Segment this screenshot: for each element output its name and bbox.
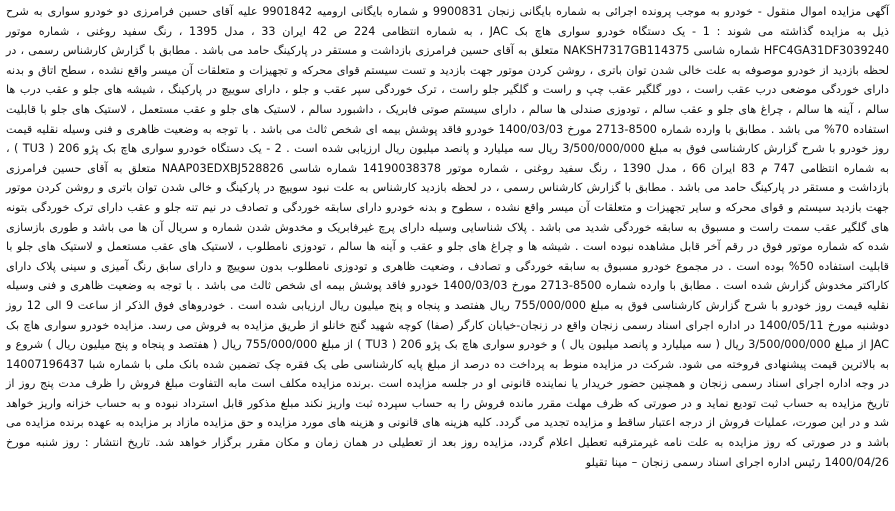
auction-notice-text: آگهی مزایده اموال منقول - خودرو به موجب پرونده اجرائی به شماره بایگانی زنجان 9900831 و شماره بایگانی ارومیه 9901842 علیه آقای حسین فرامرزی دو خودرو سواری به شرح ذیل به مزایده گذاشته می شوند : 1 - یک دستگاه خودرو سواری هاچ بک JAC ، به شماره انتظامی 224 ص 42 ایران 33 ، مدل 1395 ، رنگ سفید روغنی ، شماره موتور HFC4GA31DF3039240 شماره شاسی NAKSH7317GB114375 متعلق به آقای حسین فرامرزی بازداشت و مستقر در پارکینگ حامد می باشد . مطابق با گزارش کارشناس رسمی ، در لحظه بازدید از خودرو موصوفه به علت خالی شدن توان باتری ، روشن کردن موتور جهت بازدید و تست سیستم قوای محرکه و تجهیزات و متعلقات آن میسر واقع نشده ، سطح اتاق و بدنه دارای خوردگی موضعی درب عقب راست ، دور گلگیر عقب چپ و راست و گلگیر جلو راست ، ترک خوردگی سپر عقب و جلو ، دارای سوییچ در پارکینگ ، شیشه های جلو و عقب درب ها سالم ، آینه ها سالم ، چراغ های جلو و عقب سالم ، تودوزی صندلی ها سالم ، دارای سیستم صوتی فابریک ، داشبورد سالم ، لاستیک های جلو و عقب مستعمل ، لاستیک های جلو با قابلیت استفاده 70% می باشد . مطابق با وارده شماره 8500-2713 مورخ 1400/03/03 خودرو فاقد پوشش بیمه ای شخص ثالث می باشد . با توجه به وضعیت ظاهری و فنی وسیله نقلیه قیمت روز خودرو با شرح گزارش کارشناسی فوق به مبلغ 3/500/000/000 ریال سه میلیارد و پانصد میلیون ریال ارزیابی شده است . 2 - یک دستگاه خودرو سواری هاچ بک پژو 206 ( TU3 ) ، به شماره انتظامی 747 م 83 ایران 66 ، مدل 1390 ، رنگ سفید روغنی ، شماره موتور 14190038378 شماره شاسی NAAP03EDXBJ528826 متعلق به آقای حسین فرامرزی بازداشت و مستقر در پارکینگ حامد می باشد . مطابق با گزارش کارشناس رسمی ، در لحظه بازدید کارشناس به علت نبود سوییچ در پارکینگ و خالی شدن توان باتری و روشن کردن موتور جهت بازدید سیستم و قوای محرکه و سایر تجهیزات و متعلقات آن میسر واقع نشده ، سطوح و بدنه خودرو دارای سابقه خوردگی و تصادف در نیم تنه جلو و عقب دارای ترک خوردگی بتونه های گلگیر عقب سمت راست و مسبوق به سابقه خوردگی شدید می باشد . پلاک شناسایی وسیله دارای پرچ غیرفابریک و مخدوش شدن شماره و سریال آن ها می باشد و طوری بازسازی شده که شماره موتور فوق در رقم آخر قابل مشاهده نبوده است . شیشه ها و چراغ های جلو و عقب و آینه ها سالم ، تودوزی نامطلوب ، لاستیک های عقب مستعمل و لاستیک های جلو با قابلیت استفاده 50% بوده است . در مجموع خودرو مسبوق به سابقه خوردگی و تصادف ، وضعیت ظاهری و تودوزی نامطلوب بدون سوییچ و دارای سابق رنگ آمیزی و سینی پلاک دارای کاراکتر مخدوش گزارش شده است . مطابق با وارده شماره 8500-2713 مورخ 1400/03/03 خودرو فاقد پوشش بیمه ای شخص ثالث می باشد . با توجه به وضعیت ظاهری و فنی وسیله نقلیه قیمت روز خودرو با شرح گزارش کارشناسی فوق به مبلغ 755/000/000 ریال هفتصد و پنجاه و پنج میلیون ریال ارزیابی شده است . خودروهای فوق الذکر از ساعت 9 الی 12 روز دوشنبه مورخ 1400/05/11 در اداره اجرای اسناد رسمی زنجان واقع در زنجان-خیابان کارگر (صفا) کوچه شهید گنج خانلو از طریق مزایده به فروش می رسد. مزایده خودرو سواری هاچ بک JAC از مبلغ 3/500/000/000 ریال ( سه میلیارد و پانصد میلیون یال ) و خودرو سواری هاچ بک پژو 206 ( TU3 ) از مبلغ 755/000/000 ریال ( هفتصد و پنجاه و پنج میلیون ریال ) شروع و به بالاترین قیمت پیشنهادی فروخته می شود. شرکت در مزایده منوط به پرداخت ده درصد از مبلغ پایه کارشناسی طی یک فقره چک تضمین شده بانک ملی با شماره شبا 14007196437 در وجه اداره اجرای اسناد رسمی زنجان و همچنین حضور خریدار یا نماینده قانونی او در جلسه مزایده است .برنده مزایده مکلف است مابه التفاوت مبلغ فروش را ظرف مدت پنج روز از تاریخ مزایده به حساب ثبت تودیع نماید و در صورتی که ظرف مهلت مقرر مانده فروش را به حساب سپرده ثبت واریز نکند مبلغ مذکور قابل استرداد نبوده و به حساب خزانه واریز خواهد شد و در این صورت، عملیات فروش از درجه اعتبار ساقط و مزایده تجدید می گردد. کلیه هزینه های قانونی و هزینه های مورد مزایده و حق مزایده مازاد بر مزایده به عهده برنده مزایده می باشد و در صورتی که روز مزایده به علت نامه غیرمترقبه تعطیل اعلام گردد، مزایده روز بعد از تعطیلی در همان زمان و مکان مقرر برگزار خواهد شد. تاریخ انتشار : روز شنبه مورخ 1400/04/26 رئیس اداره اجرای اسناد رسمی زنجان – مینا تقیلو xyxy=(6,5,890,469)
